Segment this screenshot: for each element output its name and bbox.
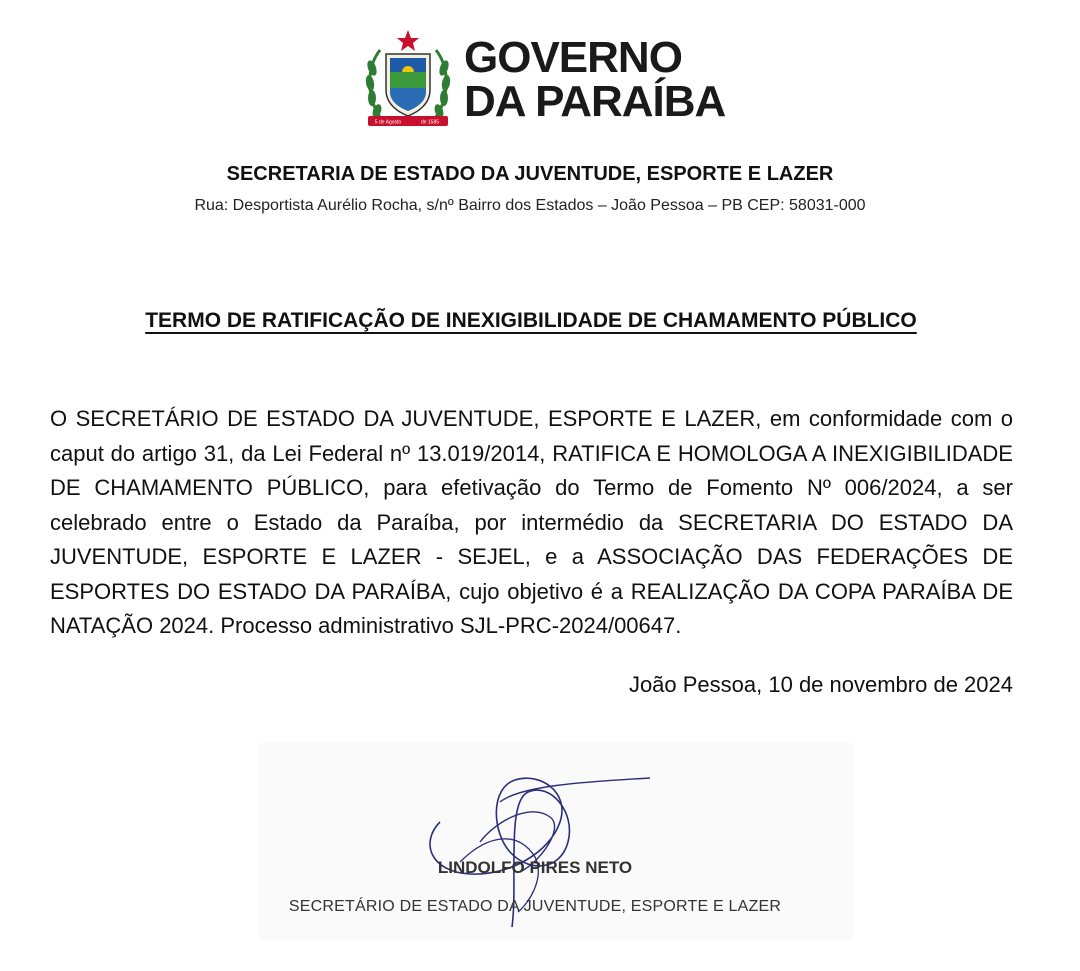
svg-text:5 de Agosto: 5 de Agosto [374, 119, 402, 126]
svg-text:de 1585: de 1585 [420, 119, 440, 126]
document-title: TERMO DE RATIFICAÇÃO DE INEXIGIBILIDADE DE CHAMAMENTO PÚBLICO [145, 309, 917, 332]
secretaria-name: SECRETARIA DE ESTADO DA JUVENTUDE, ESPORTE E LAZER [226, 163, 834, 185]
document-body: O SECRETÁRIO DE ESTADO DA JUVENTUDE, ESPORTE E LAZER, em conformidade com o caput do artigo 31, da Lei Federal nº 13.019/2014, RATIFICA E HOMOLOGA A INEXIGIBILIDADE DE CHAMAMENTO PÚBLICO, para efetivação do Termo de Fomento Nº 006/2024, a ser celebrado entre o Estado da Paraíba, por intermédio da SECRETARIA DO ESTADO DA JUVENTUDE, ESPORTE E LAZER - SEJEL, e a ASSOCIAÇÃO DAS FEDERAÇÕES DE ESPORTES DO ESTADO DA PARAÍBA, cujo objetivo é a REALIZAÇÃO DA COPA PARAÍBA DE NATAÇÃO 2024. Processo administrativo SJL-PRC-2024/00647. [50, 406, 1013, 638]
letterhead [0, 22, 1080, 132]
document-date: João Pessoa, 10 de novembro de 2024 [628, 672, 1013, 697]
government-logo-text [464, 33, 726, 126]
logo-line-2: DA PARAÍBA [464, 77, 726, 126]
state-coat-of-arms-icon [360, 28, 456, 132]
secretaria-address: Rua: Desportista Aurélio Rocha, s/nº Bairro dos Estados – João Pessoa – PB CEP: 58031-000 [194, 197, 866, 214]
signatory-name: LINDOLFO PIRES NETO [437, 858, 633, 877]
logo-line-1: GOVERNO [464, 33, 682, 82]
signatory-role: SECRETÁRIO DE ESTADO DA JUVENTUDE, ESPORTE E LAZER [288, 898, 782, 915]
